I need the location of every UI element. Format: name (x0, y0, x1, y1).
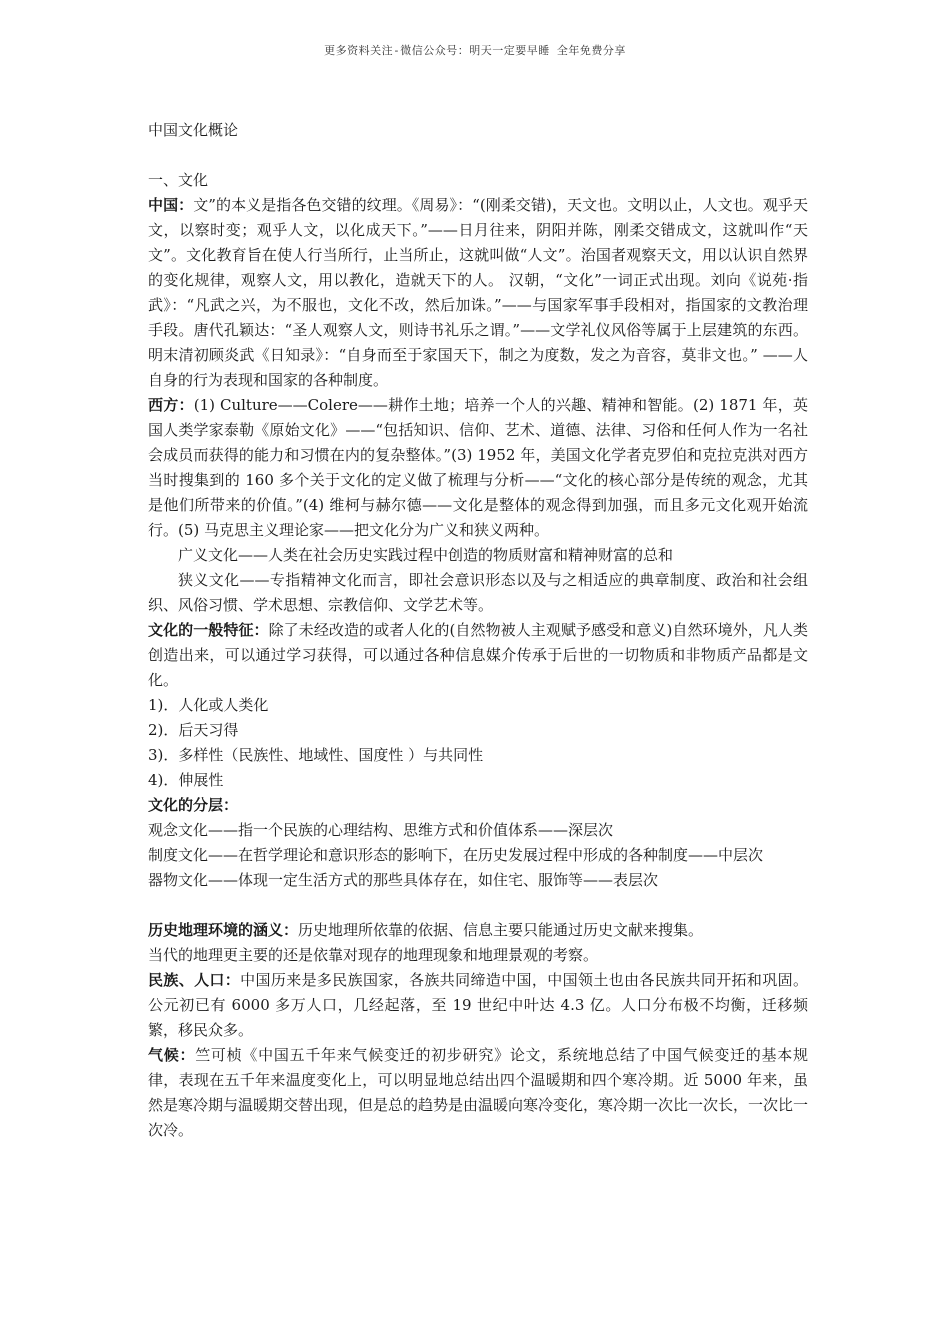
west-text: (1) Culture——Colere——耕作土地；培养一个人的兴趣、精神和智能。(2) 1871 年，英国人类学家泰勒《原始文化》——“包括知识、信仰、艺术、道德、法律、习俗和任何人作为一名社会成员而获得的能力和习惯在内的复杂整体。”(3) 1952 年，美国文化学者克罗伯和克拉克洪对西方当时搜集到的 160 多个关于文化的定义做了梳理与分析——“文化的核心部分是传统的观念，尤其是他们所带来的价值。”(4) 维柯与赫尔德——文化是整体的观念得到加强，而且多元文化观开始流行。(5) 马克思主义理论家——把文化分为广义和狭义两种。 (148, 396, 808, 539)
ethnic-paragraph (148, 968, 808, 1043)
ethnic-text: 中国历来是多民族国家，各族共同缔造中国，中国领土也由各民族共同开拓和巩固。公元初已有 6000 多万人口，几经起落，至 19 世纪中叶达 4.3 亿。人口分布极不均衡，迁移频繁，移民众多。 (148, 971, 808, 1039)
page-header: 更多资料关注-微信公众号：明天一定要早睡 全年免费分享 (324, 44, 626, 57)
geo-label: 历史地理环境的涵义： (148, 921, 299, 939)
geo-text: 历史地理所依靠的依据、信息主要只能通过历史文献来搜集。 (298, 921, 704, 939)
document-body (148, 118, 808, 1143)
layer-item: 器物文化——体现一定生活方式的那些具体存在，如住宅、服饰等——表层次 (148, 871, 659, 889)
west-label: 西方： (148, 396, 194, 414)
climate-label: 气候： (148, 1046, 196, 1064)
section-heading: 一、文化 (148, 171, 209, 189)
climate-paragraph (148, 1043, 808, 1143)
narrow-culture: 狭义文化——专指精神文化而言，即社会意识形态以及与之相适应的典章制度、政治和社会组织、风俗习惯、学术思想、宗教信仰、文学艺术等。 (148, 571, 808, 614)
feature-item: 3)．多样性（民族性、地域性、国度性 ）与共同性 (148, 746, 484, 764)
features-label: 文化的一般特征： (148, 621, 269, 639)
china-text: 文”的本义是指各色交错的纹理。《周易》：“(刚柔交错)，天文也。文明以止，人文也。观乎天文，以察时变；观乎人文，以化成天下。”——日月往来，阴阳并陈，刚柔交错成文，这就叫作“天文”。文化教育旨在使人行当所行，止当所止，这就叫做“人文”。治国者观察天文，用以认识自然界的变化规律，观察人文，用以教化，造就天下的人。 汉朝，“文化”一词正式出现。刘向《说苑·指武》：“凡武之兴，为不服也，文化不改，然后加诛。”——与国家军事手段相对，指国家的文教治理手段。唐代孔颖达：“圣人观察人文，则诗书礼乐之谓。”——文学礼仪风俗等属于上层建筑的东西。明末清初顾炎武《日知录》：“自身而至于家国天下，制之为度数，发之为音容，莫非文也。” ——人自身的行为表现和国家的各种制度。 (148, 196, 808, 389)
layer-item: 制度文化——在哲学理论和意识形态的影响下，在历史发展过程中形成的各种制度——中层次 (148, 846, 764, 864)
climate-text: 竺可桢《中国五千年来气候变迁的初步研究》论文，系统地总结了中国气候变迁的基本规律，表现在五千年来温度变化上，可以明显地总结出四个温暖期和四个寒冷期。近 5000 年来，虽然是寒冷期与温暖期交替出现，但是总的趋势是由温暖向寒冷变化，寒冷期一次比一次长，一次比一次冷。 (148, 1046, 809, 1139)
features-text: 除了未经改造的或者人化的(自然物被人主观赋予感受和意义)自然环境外，凡人类创造出来，可以通过学习获得，可以通过各种信息媒介传承于后世的一切物质和非物质产品都是文化。 (148, 621, 808, 689)
layers-label: 文化的分层： (148, 796, 239, 814)
china-label: 中国： (148, 196, 194, 214)
ethnic-label: 民族、人口： (148, 971, 241, 989)
west-paragraph (148, 393, 808, 543)
china-paragraph (148, 193, 808, 393)
geo-text-2: 当代的地理更主要的还是依靠对现存的地理现象和地理景观的考察。 (148, 946, 599, 964)
spacer (148, 893, 808, 918)
feature-item: 2)．后天习得 (148, 721, 239, 739)
feature-item: 4)．伸展性 (148, 771, 224, 789)
feature-item: 1)．人化或人类化 (148, 696, 269, 714)
document-title: 中国文化概论 (148, 121, 239, 139)
broad-culture: 广义文化——人类在社会历史实践过程中创造的物质财富和精神财富的总和 (178, 546, 674, 564)
geo-paragraph (148, 918, 808, 943)
layer-item: 观念文化——指一个民族的心理结构、思维方式和价值体系——深层次 (148, 821, 614, 839)
features-paragraph (148, 618, 808, 693)
